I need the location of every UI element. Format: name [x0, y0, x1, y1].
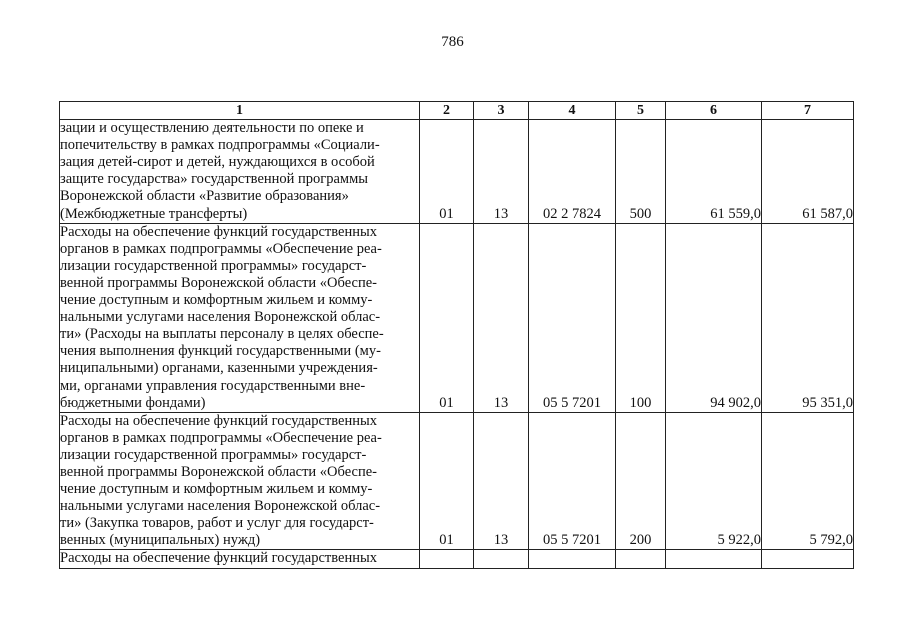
- header-col-6: 6: [666, 102, 762, 120]
- description-line: Расходы на обеспечение функций государственных: [60, 223, 377, 240]
- description-line: лизации государственной программы» государст-: [60, 257, 367, 274]
- cell-target-article: [529, 550, 616, 568]
- description-line: нальными услугами населения Воронежской облас-: [60, 498, 381, 515]
- page-number: 786: [441, 34, 464, 50]
- cell-subsection: 13: [474, 223, 529, 412]
- header-col-5: 5: [616, 102, 666, 120]
- cell-subsection: 13: [474, 412, 529, 550]
- cell-expense-type: 100: [616, 223, 666, 412]
- description-line: ми, органами управления государственными вне-: [60, 377, 366, 394]
- cell-expense-type: 200: [616, 412, 666, 550]
- cell-section: 01: [420, 120, 474, 224]
- budget-table: [59, 101, 854, 569]
- table-row: [60, 412, 854, 550]
- description-line: попечительству в рамках подпрограммы «Социали-: [60, 137, 380, 154]
- cell-section: 01: [420, 412, 474, 550]
- cell-section: 01: [420, 223, 474, 412]
- description-line: защите государства» государственной программы: [60, 171, 369, 188]
- cell-subsection: [474, 550, 529, 568]
- cell-sum-1: 94 902,0: [666, 223, 762, 412]
- table-row: [60, 120, 854, 224]
- description-line: венных (муниципальных) нужд): [60, 532, 261, 549]
- description-line: чения выполнения функций государственными (му-: [60, 343, 381, 360]
- cell-target-article: 05 5 7201: [529, 412, 616, 550]
- cell-sum-2: 95 351,0: [762, 223, 854, 412]
- row-description: [60, 412, 420, 550]
- description-line: органов в рамках подпрограммы «Обеспечение реа-: [60, 240, 382, 257]
- cell-target-article: 05 5 7201: [529, 223, 616, 412]
- description-line: Расходы на обеспечение функций государственных: [60, 550, 377, 567]
- row-description: [60, 223, 420, 412]
- description-line: лизации государственной программы» государст-: [60, 446, 367, 463]
- cell-section: [420, 550, 474, 568]
- description-line: ти» (Расходы на выплаты персоналу в целях обеспе-: [60, 326, 384, 343]
- description-line: зация детей-сирот и детей, нуждающихся в особой: [60, 154, 375, 171]
- header-col-7: 7: [762, 102, 854, 120]
- description-line: чение доступным и комфортным жильем и комму-: [60, 481, 373, 498]
- description-line: чение доступным и комфортным жильем и комму-: [60, 292, 373, 309]
- table-row: [60, 223, 854, 412]
- description-line: зации и осуществлению деятельности по опеке и: [60, 120, 364, 137]
- table-row-partial: [60, 550, 854, 568]
- table-header-row: [60, 102, 854, 120]
- cell-target-article: 02 2 7824: [529, 120, 616, 224]
- description-line: венной программы Воронежской области «Обеспе-: [60, 274, 377, 291]
- cell-sum-1: 61 559,0: [666, 120, 762, 224]
- cell-expense-type: [616, 550, 666, 568]
- header-col-1: 1: [60, 102, 420, 120]
- header-col-2: 2: [420, 102, 474, 120]
- row-description: [60, 550, 420, 568]
- description-line: Воронежской области «Развитие образования»: [60, 188, 349, 205]
- description-line: нальными услугами населения Воронежской облас-: [60, 309, 381, 326]
- description-line: бюджетными фондами): [60, 394, 206, 411]
- header-col-4: 4: [529, 102, 616, 120]
- cell-sum-2: [762, 550, 854, 568]
- cell-sum-2: 61 587,0: [762, 120, 854, 224]
- cell-subsection: 13: [474, 120, 529, 224]
- description-line: органов в рамках подпрограммы «Обеспечение реа-: [60, 429, 382, 446]
- description-line: Расходы на обеспечение функций государственных: [60, 412, 377, 429]
- cell-sum-1: [666, 550, 762, 568]
- cell-expense-type: 500: [616, 120, 666, 224]
- description-line: (Межбюджетные трансферты): [60, 205, 248, 222]
- cell-sum-2: 5 792,0: [762, 412, 854, 550]
- cell-sum-1: 5 922,0: [666, 412, 762, 550]
- description-line: ниципальными) органами, казенными учреждения-: [60, 360, 378, 377]
- description-line: венной программы Воронежской области «Обеспе-: [60, 463, 377, 480]
- row-description: [60, 120, 420, 224]
- description-line: ти» (Закупка товаров, работ и услуг для государст-: [60, 515, 374, 532]
- header-col-3: 3: [474, 102, 529, 120]
